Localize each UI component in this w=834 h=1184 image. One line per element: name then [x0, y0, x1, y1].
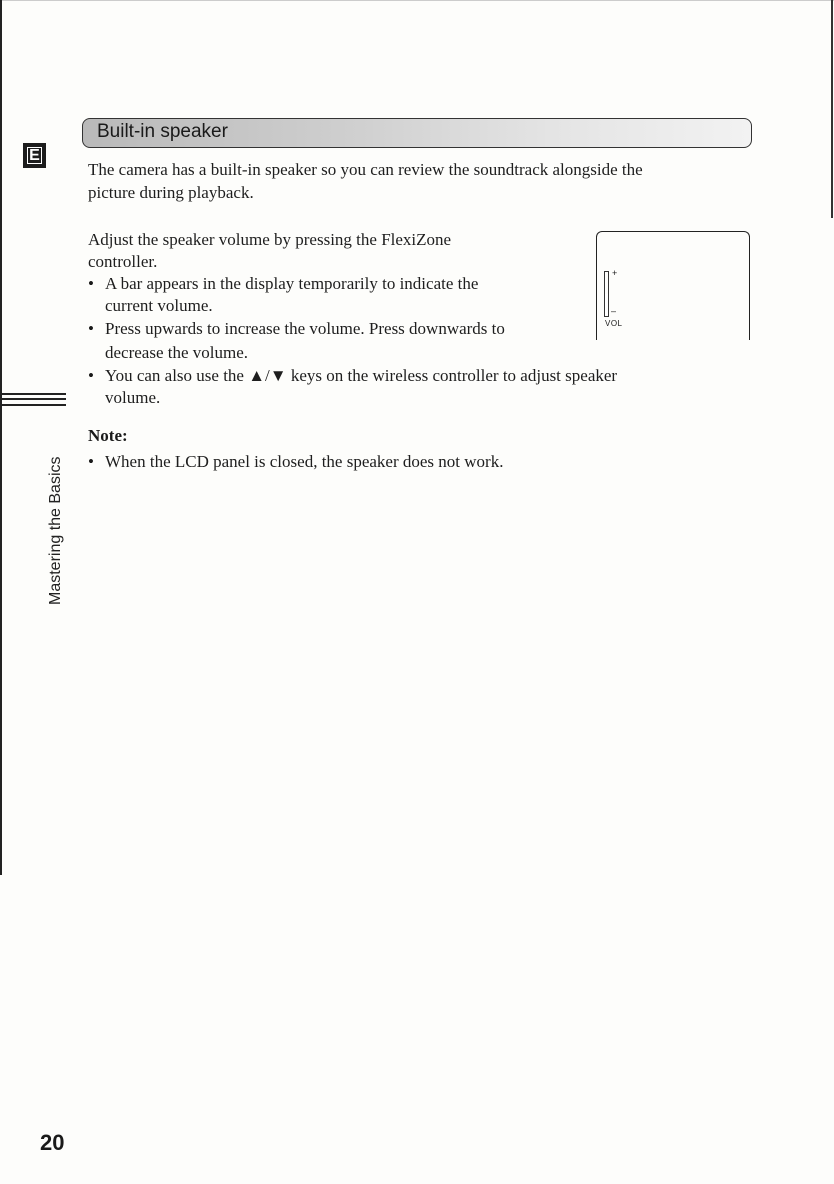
volume-bar	[604, 271, 609, 317]
language-badge	[23, 143, 46, 168]
bullet-1-line-2: current volume.	[105, 296, 213, 315]
bullet-marker: •	[88, 452, 94, 471]
bullet-1-line-1: A bar appears in the display temporarily to indicate the	[105, 274, 479, 293]
intro-line-1: The camera has a built-in speaker so you can review the soundtrack alongside the	[88, 160, 643, 179]
note-label: Note:	[88, 426, 128, 445]
bullet-2-line-2: decrease the volume.	[105, 343, 249, 362]
bullet-marker: •	[88, 274, 94, 293]
bullet-3-line-1: You can also use the ▲/▼ keys on the wireless controller to adjust speaker	[105, 366, 618, 385]
side-tab-rule-middle	[0, 398, 66, 400]
side-tab-rule-top	[0, 393, 66, 395]
top-rule	[0, 0, 834, 1]
volume-bar-level	[605, 294, 608, 316]
page-right-border	[831, 0, 833, 218]
chapter-side-label: Mastering the Basics	[47, 456, 64, 605]
adjust-line-1: Adjust the speaker volume by pressing the FlexiZone	[88, 230, 452, 249]
volume-minus-mark: –	[611, 306, 617, 316]
adjust-line-2: controller.	[88, 252, 158, 271]
bullet-3-line-2: volume.	[105, 388, 161, 407]
bullet-2-line-1: Press upwards to increase the volume. Press downwards to	[105, 319, 505, 338]
page-left-border	[0, 0, 2, 875]
bullet-marker: •	[88, 366, 94, 385]
intro-line-2: picture during playback.	[88, 183, 254, 202]
side-tab-rule-bottom	[0, 404, 66, 406]
language-badge-letter: E	[27, 147, 42, 164]
volume-plus-mark: +	[612, 268, 618, 278]
section-header	[82, 118, 752, 148]
section-title: Built-in speaker	[97, 121, 228, 142]
bullet-marker: •	[88, 319, 94, 338]
note-item: When the LCD panel is closed, the speaker does not work.	[105, 452, 504, 471]
page-number: 20	[40, 1130, 65, 1155]
volume-label: VOL	[605, 319, 623, 328]
